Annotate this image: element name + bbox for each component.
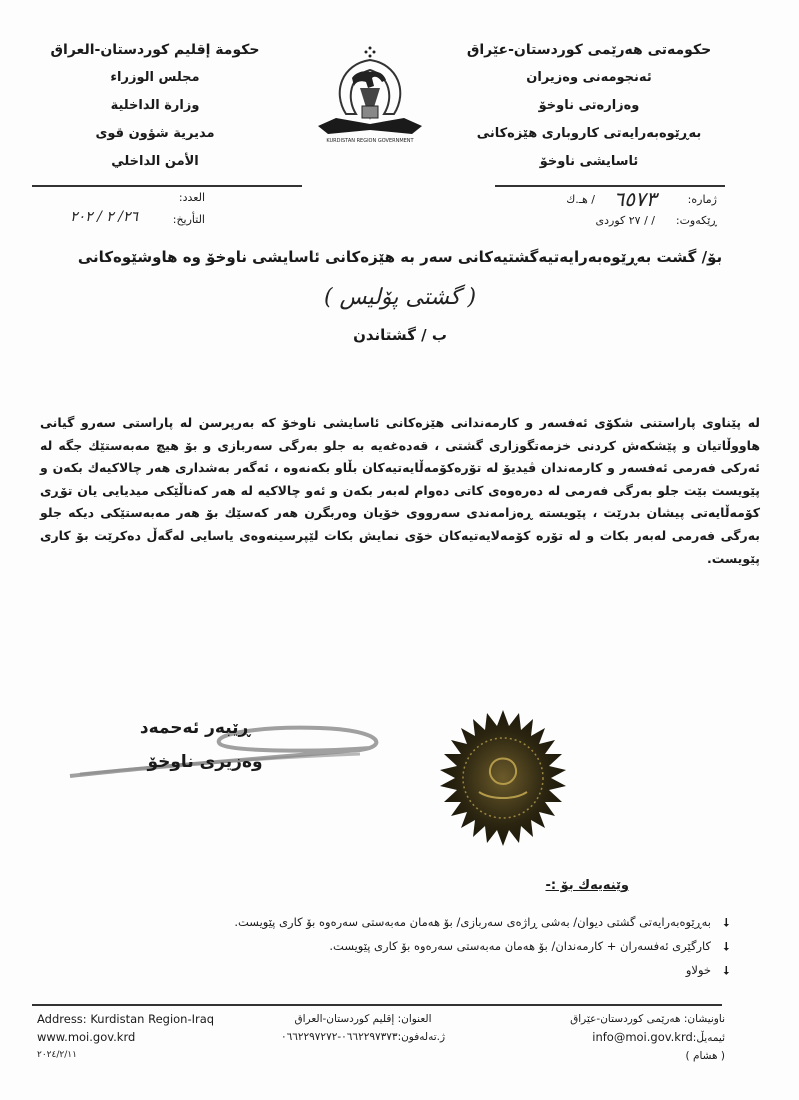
footer-ar-phone: ژ.تەلەفون:٠٦٦٢٢٩٧٣٧٣-٠٦٦٢٢٩٧٢٧٢	[280, 1031, 446, 1043]
cc-title: وێنەیەك بۆ :-	[545, 878, 629, 893]
ar-date-label: التأريخ:	[172, 213, 205, 226]
arrow-down-icon: ⭣	[723, 939, 729, 953]
footer-date-stamp: ٢٠٢٤/٢/١١	[37, 1050, 77, 1060]
ar-number-label: العدد:	[178, 191, 205, 204]
cc-item: ⭣خولاو	[89, 958, 729, 982]
subject-re: ب / گشتاندن	[353, 326, 447, 344]
subject-recipient: بۆ/ گشت بەڕێوەبەرایەتیەگشتیەکانی سەر بە هێزەکانی ئاسایشی ناوخۆ وە هاوشێوەکانی	[77, 248, 723, 266]
header-ku-line-4: بەڕێوەبەرایەتی کاروباری هێزەکانی	[476, 126, 702, 141]
header-ar-line-4: مديرية شؤون قوى	[95, 126, 215, 141]
body-paragraph: لە پێناوی پاراستنی شکۆی ئەفسەر و کارمەندانی هێزەکانی ئاسایشی ناوخۆ کە بەرپرسن لە پاراستی سەرو گیانی هاووڵاتیان و پێشکەش کردنی خزمەتگوزاری گشتی ، قەدەغەیە بە جلو بەرگی سەربازی و بۆ هیچ مەبەستێك جگە لە ئەرکی فەرمی ئەفسەر و کارمەندان ڤیدیۆ لە تۆرەکۆمەڵایەتیەکان بڵاو بکەنەوە ، ئەگەر بەشداری هەر چالاکیەك بکەن و پێویست بێت جلو بەرگی فەرمی لە دەرەوەی کاتی دەوام لەبەر بکەن و ئەو چالاکیە لە هەر کەناڵێکی میدیایی یان تۆڕی کۆمەڵایەتی پیشان بدرێت ، پێویستە ڕەزامەندی سەرووی خۆیان وەربگرن هەر کەسێك بۆ هەر مەبەستێکی دیکە جلو بەرگی فەرمی لەبەر بکات و لە تۆرە کۆمەلایەتیەکان خۆی نمایش بکات لێپرسینەوەی یاسایی لەگەڵ دەکرێت بۆ کاری پێویست.	[40, 415, 760, 566]
gold-seal-icon	[435, 710, 571, 846]
cc-item: ⭣کارگێری ئەفسەران + کارمەندان/ بۆ هەمان مەبەستی سەرەوە بۆ کاری پێویست.	[89, 934, 729, 958]
header-ku-line-5: ئاسایشی ناوخۆ	[539, 154, 639, 169]
ku-date-value: / / ٢٧ کوردی	[595, 214, 655, 227]
footer-rule	[32, 1004, 722, 1006]
arrow-down-icon: ⭣	[723, 963, 729, 977]
signatory-name: ڕێبەر ئەحمەد	[139, 718, 251, 738]
footer-ar-address: العنوان: إقليم كوردستان-العراق	[294, 1013, 432, 1025]
svg-text:KURDISTAN REGION GOVERNMENT: KURDISTAN REGION GOVERNMENT	[326, 138, 414, 144]
ku-number-suffix: / هـ.ك	[566, 193, 595, 206]
signature-block	[60, 718, 390, 772]
kurdistan-emblem-icon	[312, 42, 428, 146]
ku-date-label: ڕێکەوت:	[675, 214, 717, 227]
footer-en-web: www.moi.gov.krd	[37, 1030, 136, 1044]
footer-en-address: Address: Kurdistan Region-Iraq	[37, 1012, 215, 1026]
header-ku-line-3: وەزارەتی ناوخۆ	[538, 98, 640, 113]
subject-handwritten: ( گشتی پۆلیس )	[323, 285, 477, 310]
header-ar-line-5: الأمن الداخلي	[111, 154, 199, 169]
ku-number-label: ژمارە:	[687, 193, 717, 206]
cc-list	[89, 910, 729, 982]
footer-ku-email: info@moi.gov.krd	[592, 1030, 693, 1044]
header-ar-line-3: وزارة الداخلية	[110, 98, 200, 113]
header-ku-line-1: حکومەتی هەرێمی کوردستان-عێراق	[466, 42, 712, 58]
header-rule-left	[32, 185, 302, 187]
header-arabic	[20, 36, 290, 176]
ku-number-value: ٦٥٧٣	[613, 187, 657, 211]
footer-ku-note: ( هشام )	[685, 1050, 725, 1062]
footer-english	[37, 1010, 214, 1064]
footer-kurdish	[540, 1010, 725, 1065]
cc-item: ⭣بەڕێوەبەرایەتی گشتی دیوان/ بەشی ڕاژەی سەربازی/ بۆ هەمان مەبەستی سەرەوە بۆ کاری پێویست.	[89, 910, 729, 934]
header-ku-line-2: ئەنجومەنی وەزیران	[526, 70, 652, 85]
header-ar-line-2: مجلس الوزراء	[110, 70, 200, 85]
header-kurdish	[449, 36, 729, 176]
footer-ku-address: ناونیشان: هەرێمی کوردستان-عێراق	[570, 1013, 725, 1025]
ar-date-value: ٢٦/ ٢ / ٢٠٢	[70, 209, 138, 225]
header-ar-line-1: حكومة إقليم كوردستان-العراق	[50, 42, 260, 58]
footer-ku-email-label: ئیمەیڵ:	[692, 1032, 725, 1044]
signatory-title: وەزیری ناوخۆ	[147, 752, 263, 772]
arrow-down-icon: ⭣	[723, 915, 729, 929]
footer-arabic	[258, 1010, 468, 1046]
